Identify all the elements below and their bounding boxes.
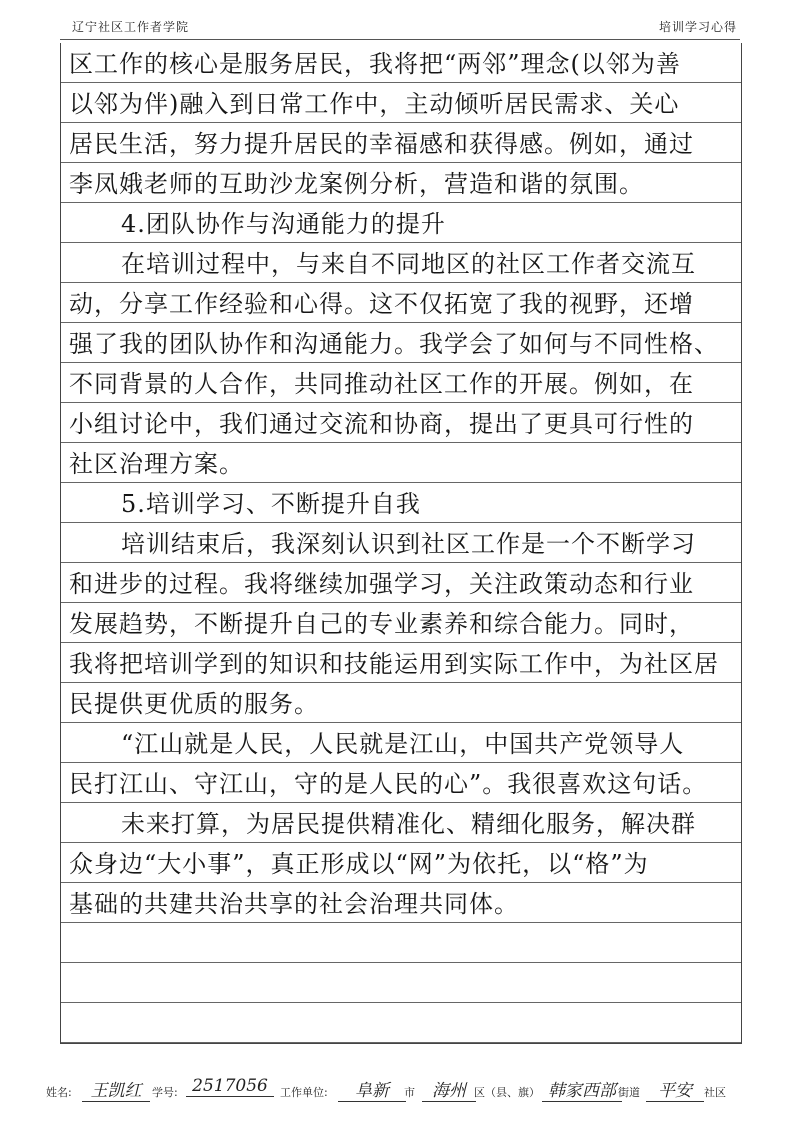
ruled-line bbox=[61, 83, 741, 123]
ruled-line bbox=[61, 1003, 741, 1043]
ruled-line bbox=[61, 163, 741, 203]
quote-line: 民打江山、守江山，守的是人民的心”。我很喜欢这句话。 bbox=[69, 770, 708, 798]
ruled-line bbox=[61, 923, 741, 963]
ruled-line bbox=[61, 763, 741, 803]
section-heading-line: 5.培训学习、不断提升自我 bbox=[121, 490, 421, 518]
ruled-line bbox=[61, 403, 741, 443]
ruled-line bbox=[61, 643, 741, 683]
signature-footer bbox=[40, 1076, 759, 1104]
handwritten-line: 和进步的过程。我将继续加强学习，关注政策动态和行业 bbox=[69, 570, 694, 598]
handwritten-line: 李凤娥老师的互助沙龙案例分析，营造和谐的氛围。 bbox=[69, 170, 644, 198]
ruled-line bbox=[61, 323, 741, 363]
header-divider bbox=[60, 39, 740, 40]
handwritten-line: 不同背景的人合作，共同推动社区工作的开展。例如，在 bbox=[69, 370, 694, 398]
ruled-line bbox=[61, 803, 741, 843]
handwritten-line: 众身边“大小事”，真正形成以“网”为依托，以“格”为 bbox=[69, 850, 649, 878]
ruled-line bbox=[61, 683, 741, 723]
handwritten-line: 以邻为伴)融入到日常工作中，主动倾听居民需求、关心 bbox=[69, 90, 680, 118]
handwritten-line: 强了我的团队协作和沟通能力。我学会了如何与不同性格、 bbox=[69, 330, 719, 358]
ruled-line bbox=[61, 363, 741, 403]
ruled-line bbox=[61, 43, 741, 83]
handwritten-line: 未来打算，为居民提供精准化、精细化服务，解决群 bbox=[121, 810, 696, 838]
ruled-line bbox=[61, 603, 741, 643]
ruled-line bbox=[61, 203, 741, 243]
student-id-label: 学号: bbox=[152, 1086, 178, 1099]
section-heading-line: 4.团队协作与沟通能力的提升 bbox=[121, 210, 446, 238]
ruled-line bbox=[61, 963, 741, 1003]
handwritten-line: 基础的共建共治共享的社会治理共同体。 bbox=[69, 890, 519, 918]
ruled-line bbox=[61, 483, 741, 523]
handwritten-line: 居民生活，努力提升居民的幸福感和获得感。例如，通过 bbox=[69, 130, 694, 158]
handwritten-line: 民提供更优质的服务。 bbox=[69, 690, 319, 718]
student-id-value: 2517056 bbox=[186, 1076, 274, 1097]
street-label: 街道 bbox=[618, 1086, 640, 1099]
handwritten-line: 发展趋势，不断提升自己的专业素养和综合能力。同时， bbox=[69, 610, 694, 638]
city-label: 市 bbox=[404, 1086, 415, 1099]
ruled-line bbox=[61, 523, 741, 563]
handwritten-line: 社区治理方案。 bbox=[69, 450, 244, 478]
name-value: 王凯红 bbox=[82, 1076, 150, 1102]
street-value: 韩家西部 bbox=[542, 1076, 622, 1102]
ruled-line bbox=[61, 123, 741, 163]
ruled-line bbox=[61, 443, 741, 483]
community-value: 平安 bbox=[646, 1076, 704, 1102]
district-label: 区（县、旗） bbox=[474, 1086, 540, 1099]
handwritten-line: 我将把培训学到的知识和技能运用到实际工作中，为社区居 bbox=[69, 650, 719, 678]
handwritten-line: 在培训过程中，与来自不同地区的社区工作者交流互 bbox=[121, 250, 696, 278]
header-document-title: 培训学习心得 bbox=[658, 20, 737, 34]
handwritten-line: 区工作的核心是服务居民，我将把“两邻”理念(以邻为善 bbox=[69, 50, 681, 78]
handwritten-line: 动，分享工作经验和心得。这不仅拓宽了我的视野，还增 bbox=[69, 290, 694, 318]
ruled-line bbox=[61, 843, 741, 883]
district-value: 海州 bbox=[422, 1076, 476, 1102]
handwritten-line: 培训结束后，我深刻认识到社区工作是一个不断学习 bbox=[121, 530, 696, 558]
ruled-line bbox=[61, 243, 741, 283]
ruled-line bbox=[61, 883, 741, 923]
community-label: 社区 bbox=[704, 1086, 726, 1099]
quote-line: “江山就是人民，人民就是江山，中国共产党领导人 bbox=[121, 730, 685, 758]
handwritten-line: 小组讨论中，我们通过交流和协商，提出了更具可行性的 bbox=[69, 410, 694, 438]
ruled-line bbox=[61, 283, 741, 323]
ruled-line bbox=[61, 563, 741, 603]
name-label: 姓名: bbox=[46, 1086, 72, 1099]
header-school-name: 辽宁社区工作者学院 bbox=[72, 20, 190, 34]
ruled-line bbox=[61, 723, 741, 763]
lined-writing-sheet bbox=[60, 43, 742, 1044]
work-unit-label: 工作单位: bbox=[280, 1086, 328, 1099]
city-value: 阜新 bbox=[338, 1076, 406, 1102]
